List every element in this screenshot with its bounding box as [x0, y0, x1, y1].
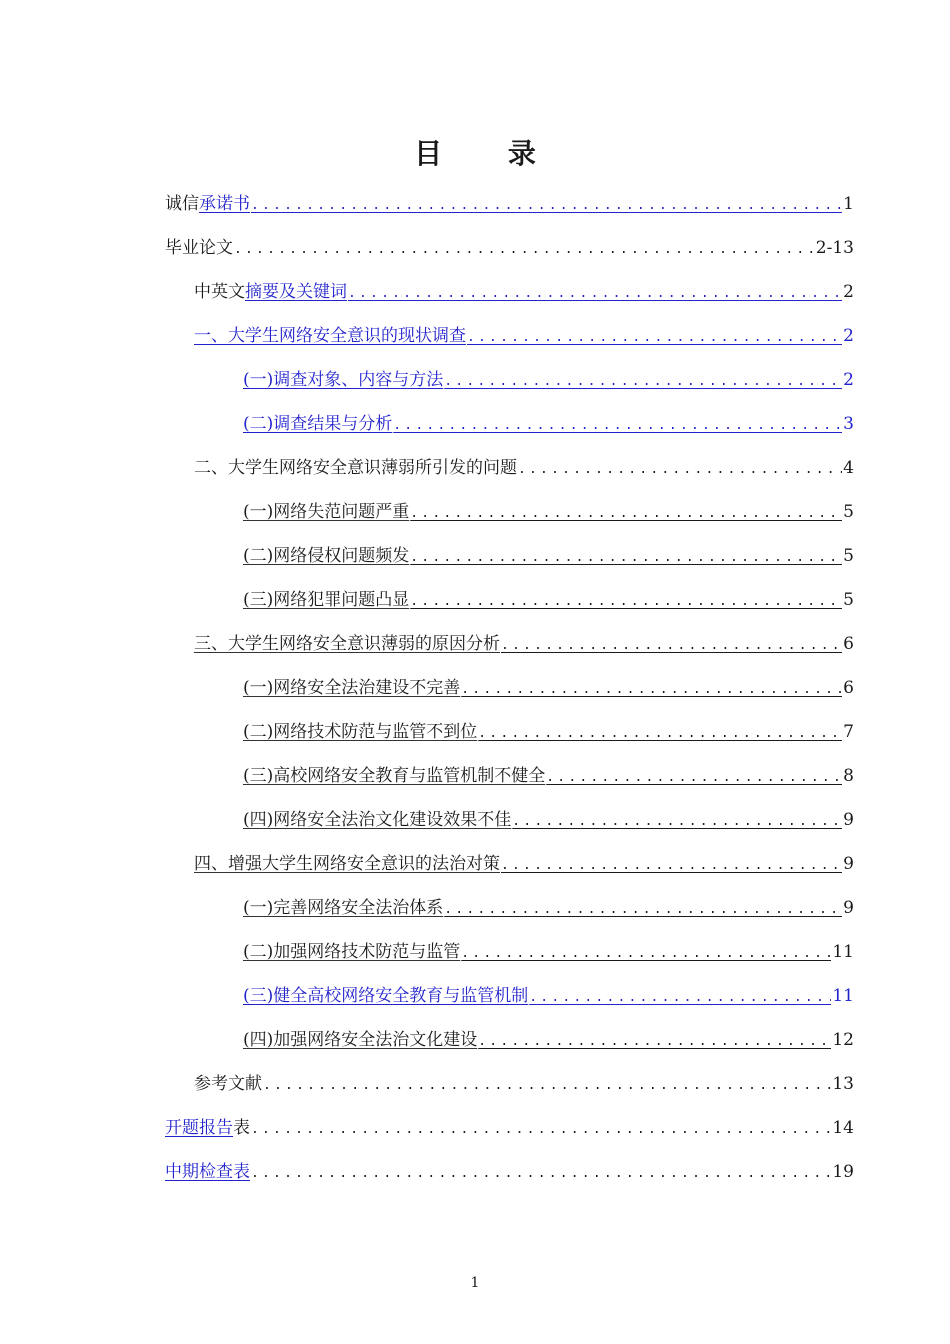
- toc-dot-leader: [444, 898, 842, 922]
- toc-entry-label: (一)网络失范问题严重: [243, 502, 410, 522]
- toc-dot-leader: [461, 942, 831, 966]
- toc-entry-section-4[interactable]: [194, 852, 854, 876]
- toc-dot-leader: [512, 810, 842, 834]
- toc-entry-abstract[interactable]: [194, 280, 854, 304]
- toc-page-number: 5: [843, 502, 854, 522]
- toc-page-number: 5: [843, 590, 854, 610]
- toc-dot-leader: [518, 458, 842, 482]
- toc-entry-link[interactable]: 承诺书: [199, 194, 250, 214]
- toc-dot-leader: [410, 590, 842, 614]
- toc-entry-label: 三、大学生网络安全意识薄弱的原因分析: [194, 634, 500, 654]
- toc-page-number: 1: [843, 194, 854, 214]
- toc-dot-leader: [410, 502, 842, 526]
- toc-entry-label: 参考文献: [194, 1074, 262, 1094]
- toc-page-number: 13: [832, 1074, 854, 1094]
- toc-entry-thesis[interactable]: [165, 236, 854, 260]
- toc-entry-label: 四、增强大学生网络安全意识的法治对策: [194, 854, 500, 874]
- toc-page-number: 2: [843, 370, 854, 390]
- toc-entry-label: (二)网络技术防范与监管不到位: [243, 722, 478, 742]
- toc-entry-section-3-2[interactable]: [243, 720, 854, 744]
- toc-entry-section-1[interactable]: [194, 324, 854, 348]
- page-title: 目 录: [414, 137, 564, 170]
- toc-entry-section-3-1[interactable]: [243, 676, 854, 700]
- toc-page-number: 19: [832, 1162, 854, 1182]
- toc-page-number: 6: [843, 678, 854, 698]
- toc-dot-leader: [529, 986, 831, 1010]
- toc-dot-leader: [410, 546, 842, 570]
- toc-entry-section-2[interactable]: [194, 456, 854, 480]
- toc-dot-leader: [478, 722, 842, 746]
- toc-entry-link[interactable]: 开题报告: [165, 1118, 233, 1138]
- toc-entry-link[interactable]: (一)调查对象、内容与方法: [243, 370, 444, 390]
- toc-page-number: 7: [843, 722, 854, 742]
- toc-page-number: 8: [843, 766, 854, 786]
- toc-dot-leader: [348, 282, 842, 306]
- toc-page-number: 14: [832, 1118, 854, 1138]
- toc-entry-midterm-check[interactable]: [165, 1160, 854, 1184]
- toc-entry-section-3-4[interactable]: [243, 808, 854, 832]
- toc-dot-leader: [501, 854, 842, 878]
- toc-entry-proposal-report[interactable]: [165, 1116, 854, 1140]
- toc-entry-section-4-2[interactable]: [243, 940, 854, 964]
- toc-dot-leader: [393, 414, 842, 438]
- toc-entry-section-3-3[interactable]: [243, 764, 854, 788]
- toc-entry-link[interactable]: (三)健全高校网络安全教育与监管机制: [243, 986, 529, 1006]
- toc-page-number: 11: [832, 942, 854, 962]
- toc-dot-leader: [478, 1030, 831, 1054]
- toc-entry-label: (三)网络犯罪问题凸显: [243, 590, 410, 610]
- toc-entry-label: (四)网络安全法治文化建设效果不佳: [243, 810, 512, 830]
- toc-entry-label: 毕业论文: [165, 238, 233, 258]
- toc-page-number: 6: [843, 634, 854, 654]
- toc-entry-suffix: 表: [233, 1118, 250, 1138]
- toc-entry-section-1-2[interactable]: [243, 412, 854, 436]
- toc-entry-link[interactable]: 一、大学生网络安全意识的现状调查: [194, 326, 466, 346]
- toc-page-number: 9: [843, 898, 854, 918]
- toc-entry-label: (一)网络安全法治建设不完善: [243, 678, 461, 698]
- toc-entry-label: 二、大学生网络安全意识薄弱所引发的问题: [194, 458, 517, 478]
- toc-page-number: 12: [832, 1030, 854, 1050]
- toc-entry-link[interactable]: 摘要及关键词: [245, 282, 347, 302]
- toc-entry-section-2-3[interactable]: [243, 588, 854, 612]
- toc-dot-leader: [461, 678, 842, 702]
- toc-page-number: 2: [843, 326, 854, 346]
- toc-entry-label: (三)高校网络安全教育与监管机制不健全: [243, 766, 546, 786]
- toc-page-number: 4: [843, 458, 854, 478]
- toc-entry-label: (二)加强网络技术防范与监管: [243, 942, 461, 962]
- toc-page-number: 2-13: [815, 238, 854, 258]
- toc-dot-leader: [234, 238, 815, 262]
- toc-page-number: 9: [843, 810, 854, 830]
- toc-entry-label: (一)完善网络安全法治体系: [243, 898, 444, 918]
- toc-entry-prefix: 诚信: [165, 194, 199, 214]
- toc-page-number: 2: [843, 282, 854, 302]
- toc-entry-section-1-1[interactable]: [243, 368, 854, 392]
- toc-entry-section-4-1[interactable]: [243, 896, 854, 920]
- toc-page-number: 5: [843, 546, 854, 566]
- toc-entry-integrity-pledge[interactable]: [165, 192, 854, 216]
- toc-entry-section-4-4[interactable]: [243, 1028, 854, 1052]
- toc-dot-leader: [263, 1074, 831, 1098]
- toc-entry-prefix: 中英文: [194, 282, 245, 302]
- toc-dot-leader: [467, 326, 842, 350]
- toc-dot-leader: [251, 1118, 831, 1142]
- toc-entry-link[interactable]: (二)调查结果与分析: [243, 414, 393, 434]
- toc-entry-link[interactable]: 中期检查表: [165, 1162, 250, 1182]
- toc-entry-section-2-2[interactable]: [243, 544, 854, 568]
- toc-entry-section-3[interactable]: [194, 632, 854, 656]
- toc-dot-leader: [251, 1162, 831, 1186]
- toc-page-number: 11: [832, 986, 854, 1006]
- toc-entry-references[interactable]: [194, 1072, 854, 1096]
- footer-page-number: 1: [470, 1275, 480, 1291]
- toc-entry-section-4-3[interactable]: [243, 984, 854, 1008]
- toc-entry-section-2-1[interactable]: [243, 500, 854, 524]
- toc-page-number: 3: [843, 414, 854, 434]
- toc-dot-leader: [546, 766, 842, 790]
- toc-page-number: 9: [843, 854, 854, 874]
- toc-entry-label: (四)加强网络安全法治文化建设: [243, 1030, 478, 1050]
- toc-dot-leader: [444, 370, 842, 394]
- toc-dot-leader: [251, 194, 842, 218]
- toc-dot-leader: [501, 634, 842, 658]
- toc-entry-label: (二)网络侵权问题频发: [243, 546, 410, 566]
